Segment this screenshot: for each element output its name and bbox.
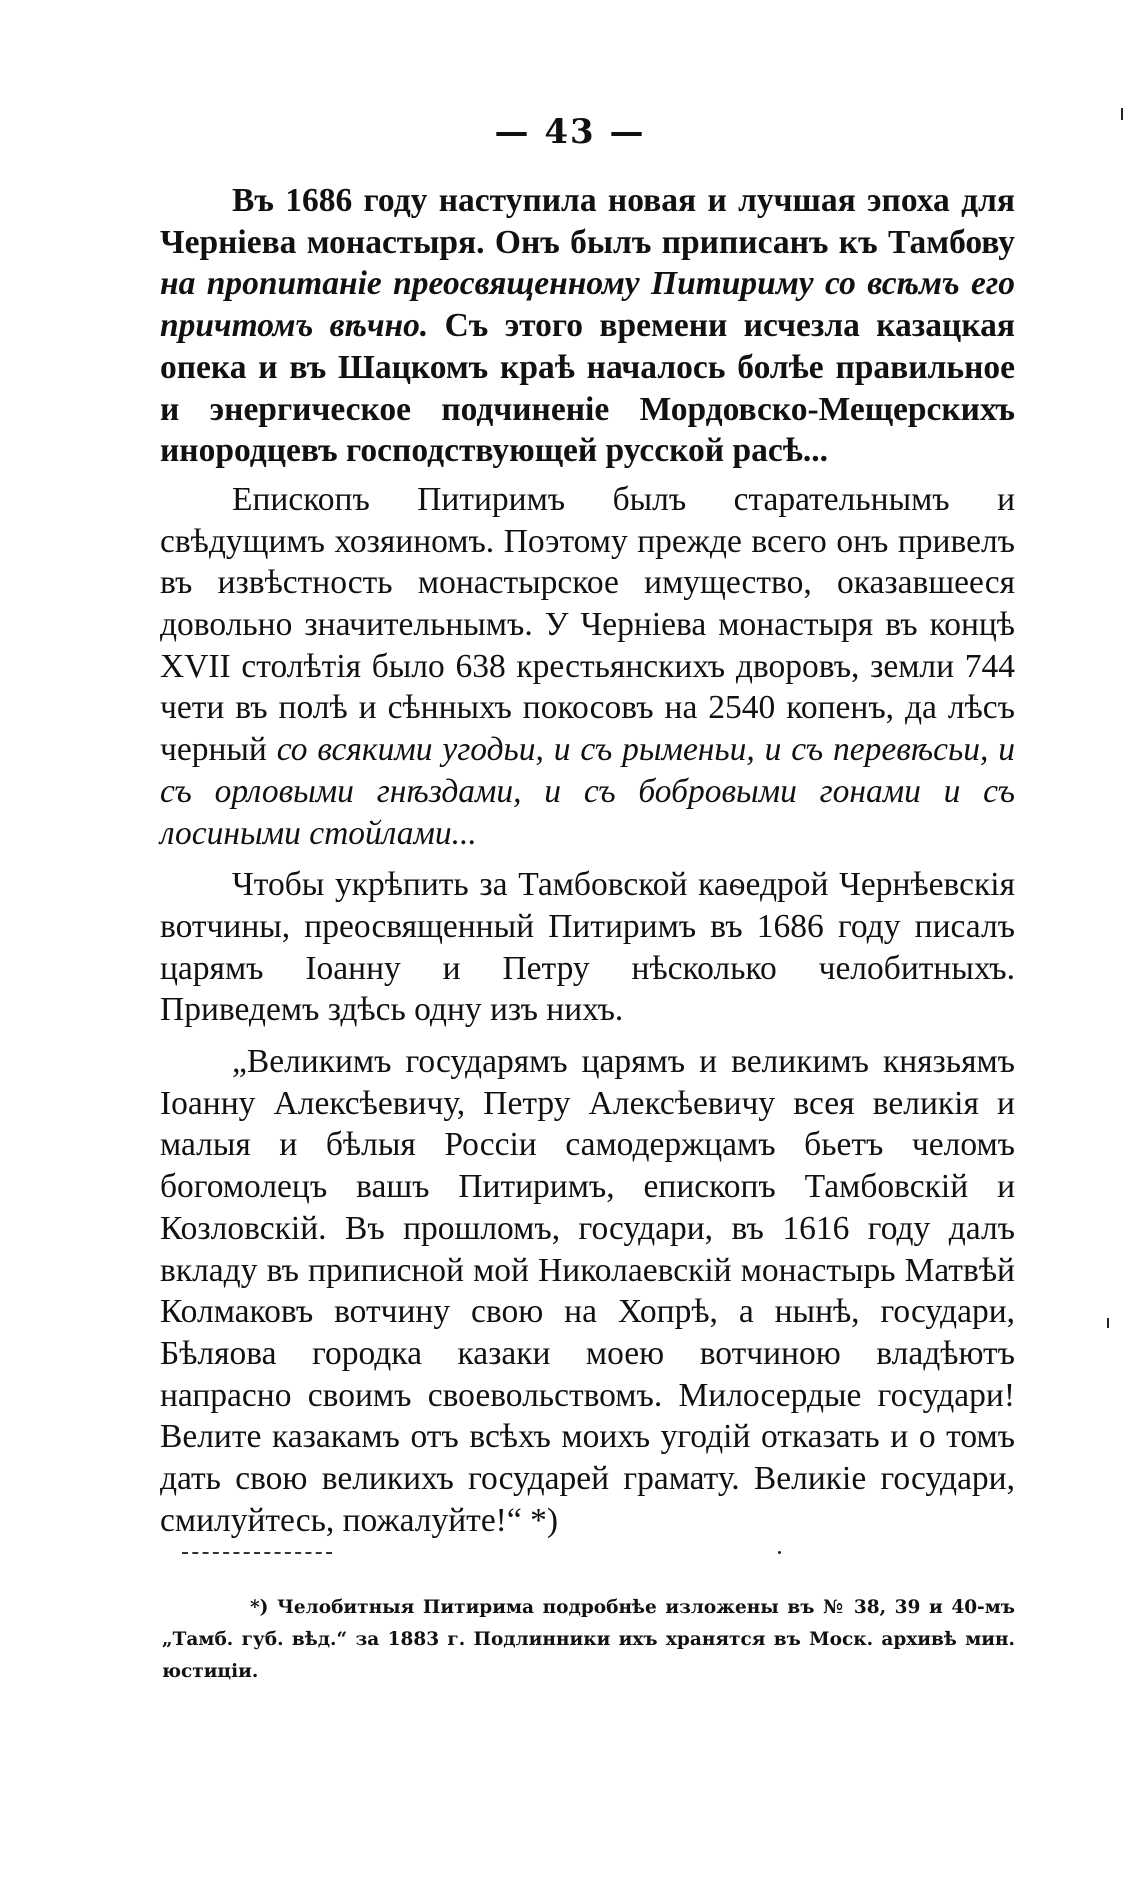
page-number: — 43 — xyxy=(494,112,646,152)
footnote: *) Челобитныя Питирима подробнѣе изложены въ № 38, 39 и 40-мъ „Тамб. губ. вѣд.“ за 1883 г. Подлинники ихъ хранятся въ Моск. архивѣ мин. юстиціи. xyxy=(162,1597,1015,1682)
paragraph-1 xyxy=(160,180,1015,472)
paragraph-3 xyxy=(160,864,1015,1031)
paragraph-2 xyxy=(160,479,1015,854)
paragraph-1-text: Въ 1686 году наступила новая и лучшая эпоха для Черніева монастыря. Онъ былъ приписанъ къ Тамбову xyxy=(160,182,1015,261)
paragraph-1-italic-quote: на пропитаніе преосвященному Питириму со всѣмъ его причтомъ вѣчно. xyxy=(160,265,1015,345)
separator-dot xyxy=(778,1551,781,1554)
paragraph-4-petition xyxy=(160,1041,1015,1541)
paragraph-1-text-after: Съ этого времени исчезла казацкая опека и въ Шацкомъ краѣ началось болѣе правильное и энергическое подчиненіе Мордовско-Мещерскихъ инородцевъ господствующей русской расѣ... xyxy=(160,307,1015,470)
paragraph-3-text: Чтобы укрѣпить за Тамбовской каѳедрой Чернѣевскія вотчины, преосвященный Питиримъ въ 1686 году писалъ царямъ Іоанну и Петру нѣсколько челобитныхъ. Приведемъ здѣсь одну изъ нихъ. xyxy=(160,866,1015,1029)
margin-mark-top xyxy=(1121,108,1123,120)
paragraph-4-text: „Великимъ государямъ царямъ и великимъ князьямъ Іоанну Алексѣевичу, Петру Алексѣевичу всея великія и малыя и бѣлыя Россіи самодержцамъ бьетъ челомъ богомолецъ вашъ Питиримъ, епископъ Тамбовскій и Козловскій. Въ прошломъ, государи, въ 1616 году далъ вкладу въ приписной мой Николаевскій монастырь Матвѣй Колмаковъ вотчину свою на Хопрѣ, а нынѣ, государи, Бѣляова городка казаки моею вотчиною владѣютъ напрасно своимъ своевольствомъ. Милосердые государи! Велите казакамъ отъ всѣхъ моихъ угодій отказать и о томъ дать свою великихъ государей грамату. Великіе государи, смилуйтесь, пожалуйте!“ *) xyxy=(160,1043,1015,1539)
footnote-separator xyxy=(182,1552,332,1554)
paragraph-2-text: Епископъ Питиримъ былъ старательнымъ и свѣдущимъ хозяиномъ. Поэтому прежде всего онъ привелъ въ извѣстность монастырское имущество, оказавшееся довольно значительнымъ. У Черніева монастыря въ концѣ XVII столѣтія было 638 крестьянскихъ дворовъ, земли 744 чети въ полѣ и сѣнныхъ покосовъ на 2540 копенъ, да лѣсъ черный xyxy=(160,480,1015,769)
margin-mark-right xyxy=(1107,1318,1109,1328)
main-text xyxy=(160,180,1015,1542)
paragraph-2-italic-quote: со всякими угодьи, и съ рыменьи, и съ перевѣсьи, и съ орловыми гнѣздами, и съ бобровыми гонами и съ лосиными стойлами... xyxy=(160,731,1015,852)
